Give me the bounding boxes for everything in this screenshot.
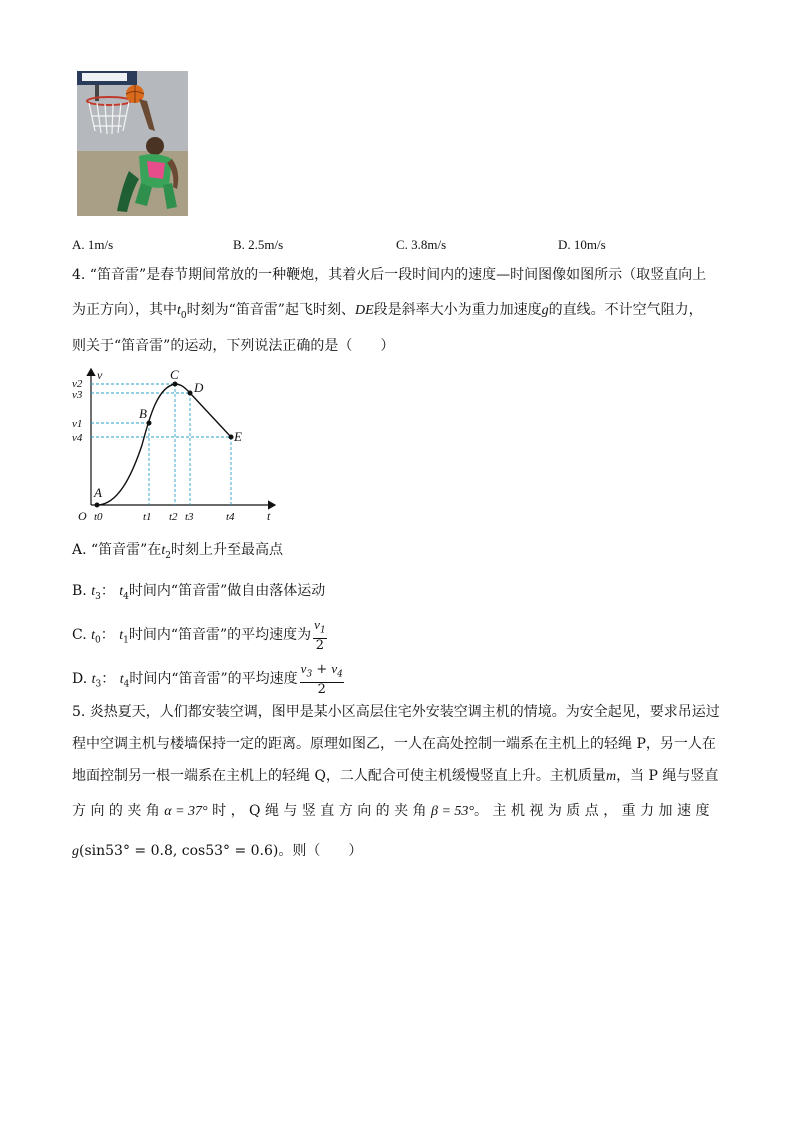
velocity-time-graph: [70, 365, 285, 525]
point-a-dot: [95, 503, 100, 508]
q4-option-b: B. $t_3$： $t_4$时间内“笛音雷”做自由落体运动: [72, 583, 326, 602]
q3-option-d: D. 10m/s: [558, 237, 606, 252]
q4-stem-line3: 则关于“笛音雷”的运动，下列说法正确的是（ ）: [72, 338, 395, 354]
t-axis-label: t: [267, 509, 271, 523]
v1-label: v1: [72, 418, 83, 430]
guide-lines: [91, 384, 231, 505]
q4-stem-line1: 4. “笛音雷”是春节期间常放的一种鞭炮，其着火后一段时间内的速度—时间图像如图所示（取竖直向上: [72, 267, 707, 283]
q4-option-a: A. “笛音雷”在$t_2$时刻上升至最高点: [72, 542, 283, 561]
v3-label: v3: [72, 389, 83, 401]
point-e-label: E: [234, 429, 242, 444]
v2-label: v2: [72, 378, 83, 390]
point-c-label: C: [170, 367, 179, 382]
q5-stem-line5: g(sin53° = 0.8, cos53° = 0.6)。则（ ）: [72, 843, 363, 859]
basketball-photo: [77, 71, 188, 216]
q4-stem-line2: 为正方向），其中$t_0$时刻为“笛音雷”起飞时刻、DE段是斜率大小为重力加速度g的直线。不计空气阻力，: [72, 302, 703, 321]
q5-stem-line4: 方 向 的 夹 角 α = 37° 时 ， Q 绳 与 竖 直 方 向 的 夹 角 β = 53°。 主 机 视 为 质 点 ， 重 力 加 速 度: [72, 803, 710, 819]
q3-option-c: C. 3.8m/s: [396, 237, 447, 252]
q3-option-a: A. 1m/s: [72, 237, 114, 252]
point-a-label: A: [94, 485, 102, 500]
q5-stem-line1: 5. 炎热夏天，人们都安装空调，图甲是某小区高层住宅外安装空调主机的情境。为安全起见，要求吊运过: [72, 704, 720, 720]
point-b-dot: [147, 421, 152, 426]
point-b-label: B: [139, 406, 147, 421]
origin-label: O: [78, 509, 87, 523]
t1-label: t1: [143, 511, 152, 523]
t2-label: t2: [169, 511, 178, 523]
q4-option-d: D. $t_3$： $t_4$时间内“笛音雷”的平均速度 $\frac{v_3 + v_4}{2}$: [72, 661, 343, 697]
point-e-dot: [229, 435, 234, 440]
q5-stem-line2: 程中空调主机与楼墙保持一定的距离。原理如图乙，一人在高处控制一端系在主机上的轻绳 P，另一人在: [72, 736, 716, 752]
point-d-dot: [188, 391, 193, 396]
fraction-v3-plus-v4-over-2: $\frac{v_3 + v_4}{2}$: [300, 661, 343, 697]
v4-label: v4: [72, 432, 83, 444]
q4-option-c: C. $t_0$： $t_1$时间内“笛音雷”的平均速度为 $\frac{v_1}{2}$: [72, 617, 326, 653]
vt-curve: [97, 384, 231, 505]
basketball-dunk-illustration: [77, 71, 188, 216]
q5-stem-line3: 地面控制另一根一端系在主机上的轻绳 Q，二人配合可使主机缓慢竖直上升。主机质量m，当 P 绳与竖直: [72, 768, 719, 784]
point-c-dot: [173, 382, 178, 387]
point-d-label: D: [194, 380, 204, 395]
t0-label: t0: [94, 511, 103, 523]
v-axis-label: v: [97, 368, 103, 382]
t4-label: t4: [226, 511, 235, 523]
fraction-v1-over-2: $\frac{v_1}{2}$: [314, 617, 326, 653]
q3-option-b: B. 2.5m/s: [233, 237, 284, 252]
t3-label: t3: [185, 511, 194, 523]
